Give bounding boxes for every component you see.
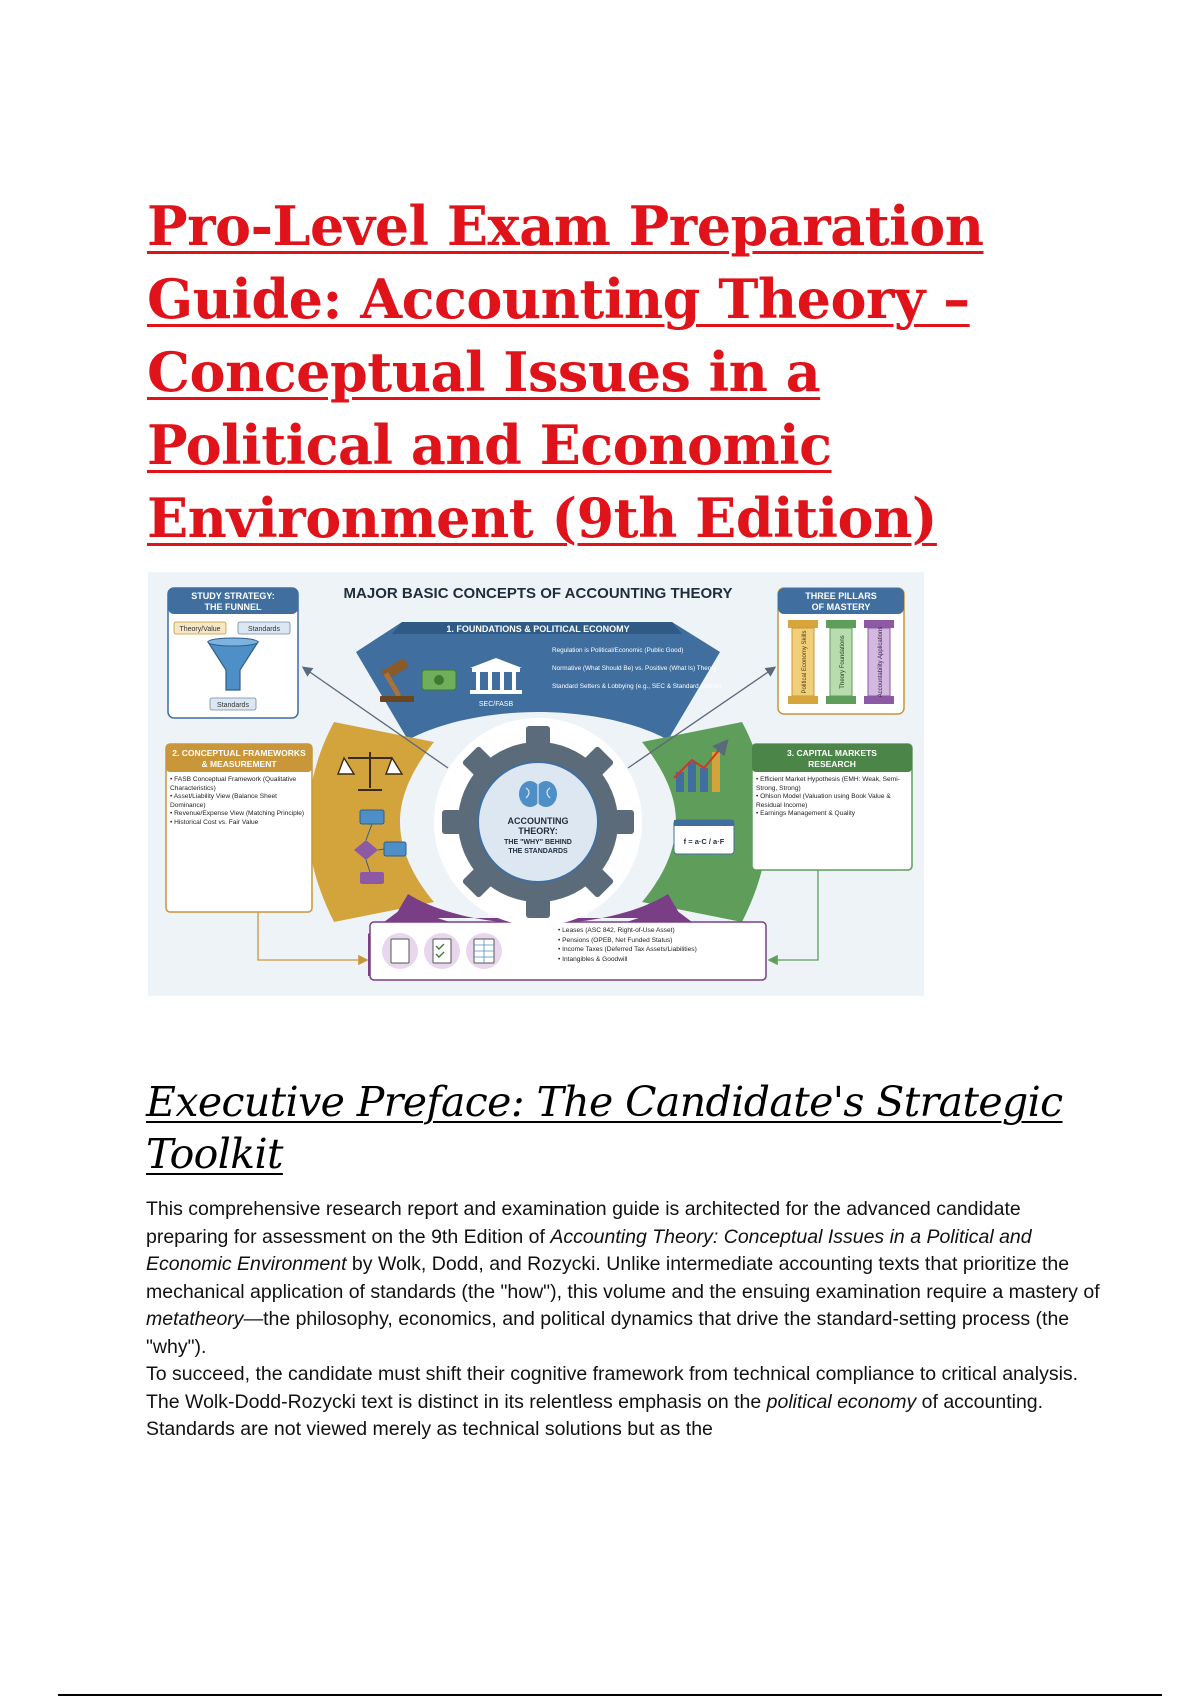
- funnel-bottom: Standards: [217, 702, 249, 709]
- practice-bullet-3: • Income Taxes (Deferred Tax Assets/Liabilities): [558, 946, 697, 953]
- svg-text:f = a·C / a·F: f = a·C / a·F: [683, 837, 725, 846]
- conceptual-title-2: & MEASUREMENT: [201, 759, 277, 769]
- page-bottom-rule: [58, 1694, 1162, 1696]
- capital-markets-title-2: RESEARCH: [808, 759, 856, 769]
- capital-markets-bullet-2: • Ohlson Model (Valuation using Book Value & Residual Income): [756, 793, 891, 809]
- conceptual-bullet-2: • Asset/Liability View (Balance Sheet Dominance): [170, 793, 278, 809]
- central-gear: [434, 718, 642, 926]
- section-heading: Executive Preface: The Candidate's Strategic Toolkit: [146, 1078, 1063, 1178]
- practice-bullet-2: • Pensions (OPEB, Net Funded Status): [558, 936, 673, 944]
- foundations-bullet-3: Standard Setters & Lobbying (e.g., SEC & Standard Option): [552, 683, 722, 690]
- center-line-3: THE "WHY" BEHIND: [504, 839, 572, 846]
- center-line-2: THEORY:: [518, 826, 558, 836]
- practice-bullet-4: • Intangibles & Goodwill: [558, 955, 628, 963]
- center-line-1: ACCOUNTING: [507, 816, 569, 826]
- foundations-bullet-1: Regulation is Political/Economic (Public Good): [552, 647, 684, 654]
- conceptual-title-1: 2. CONCEPTUAL FRAMEWORKS: [172, 748, 306, 758]
- conceptual-bullet-4: • Historical Cost vs. Fair Value: [170, 818, 259, 826]
- study-strategy-title-1: STUDY STRATEGY:: [191, 591, 275, 601]
- svg-text:Political Economy Skills: Political Economy Skills: [802, 630, 808, 694]
- pillar-3: [864, 620, 894, 704]
- pillar-2: [826, 620, 856, 704]
- preface-body: [146, 1196, 1101, 1444]
- foundations-title: 1. FOUNDATIONS & POLITICAL ECONOMY: [446, 624, 630, 634]
- preface-paragraph-1: This comprehensive research report and examination guide is architected for the advanced candidate preparing for assessment on the 9th Edition of Accounting Theory: Conceptual Issues in a Political and Economic Environment by Wolk, Dodd, and Rozycki. Unlike intermediate accounting texts that prioritize the mechanical application of standards (the "how"), this volume and the ensuing examination require a mastery of metatheory—the philosophy, economics, and political dynamics that drive the standard-setting process (the "why").: [146, 1198, 1100, 1358]
- money-icon: [422, 670, 456, 690]
- capital-markets-title-1: 3. CAPITAL MARKETS: [787, 748, 877, 758]
- conceptual-bullets: [170, 776, 308, 908]
- funnel-top-left: Theory/Value: [179, 626, 221, 633]
- document-title: Pro-Level Exam Preparation Guide: Accounting Theory – Conceptual Issues in a Political and Economic Environment (9th Edition): [147, 194, 984, 550]
- foundations-icon-label: SEC/FASB: [478, 701, 514, 708]
- capital-markets-bullet-1: • Efficient Market Hypothesis (EMH: Weak, Semi-Strong, Strong): [756, 776, 900, 792]
- capital-markets-bullet-3: • Earnings Management & Quality: [756, 810, 856, 817]
- conceptual-bullet-1: • FASB Conceptual Framework (Qualitative Characteristics): [170, 776, 297, 792]
- brain-icon: [519, 781, 557, 807]
- pillar-1: [788, 620, 818, 704]
- pillars-title-1: THREE PILLARS: [805, 591, 877, 601]
- infographic-title: MAJOR BASIC CONCEPTS OF ACCOUNTING THEORY: [343, 585, 733, 602]
- study-strategy-title-2: THE FUNNEL: [204, 602, 262, 612]
- center-line-4: THE STANDARDS: [508, 848, 568, 855]
- infographic: [148, 572, 924, 996]
- study-strategy-panel: [168, 588, 298, 718]
- preface-paragraph-2: To succeed, the candidate must shift their cognitive framework from technical compliance to critical analysis. The Wolk-Dodd-Rozycki text is distinct in its relentless emphasis on the political economy of accounting. Standards are not viewed merely as technical solutions but as the: [146, 1363, 1079, 1440]
- pillars-title-2: OF MASTERY: [811, 602, 871, 612]
- svg-text:Theory Foundations: Theory Foundations: [840, 635, 846, 689]
- conceptual-panel: [166, 744, 312, 912]
- practice-panel: [370, 922, 766, 980]
- formula-icon: [674, 820, 734, 854]
- foundations-bullet-2: Normative (What Should Be) vs. Positive (What Is) Theory: [552, 665, 717, 672]
- conceptual-bullet-3: • Revenue/Expense View (Matching Principle): [170, 810, 305, 817]
- capital-markets-panel: [752, 744, 912, 870]
- three-pillars-panel: [778, 588, 904, 714]
- funnel-top-right: Standards: [248, 626, 280, 633]
- practice-bullet-1: • Leases (ASC 842, Right-of-Use Asset): [558, 927, 675, 934]
- svg-text:Accountability Applications: Accountability Applications: [878, 626, 884, 698]
